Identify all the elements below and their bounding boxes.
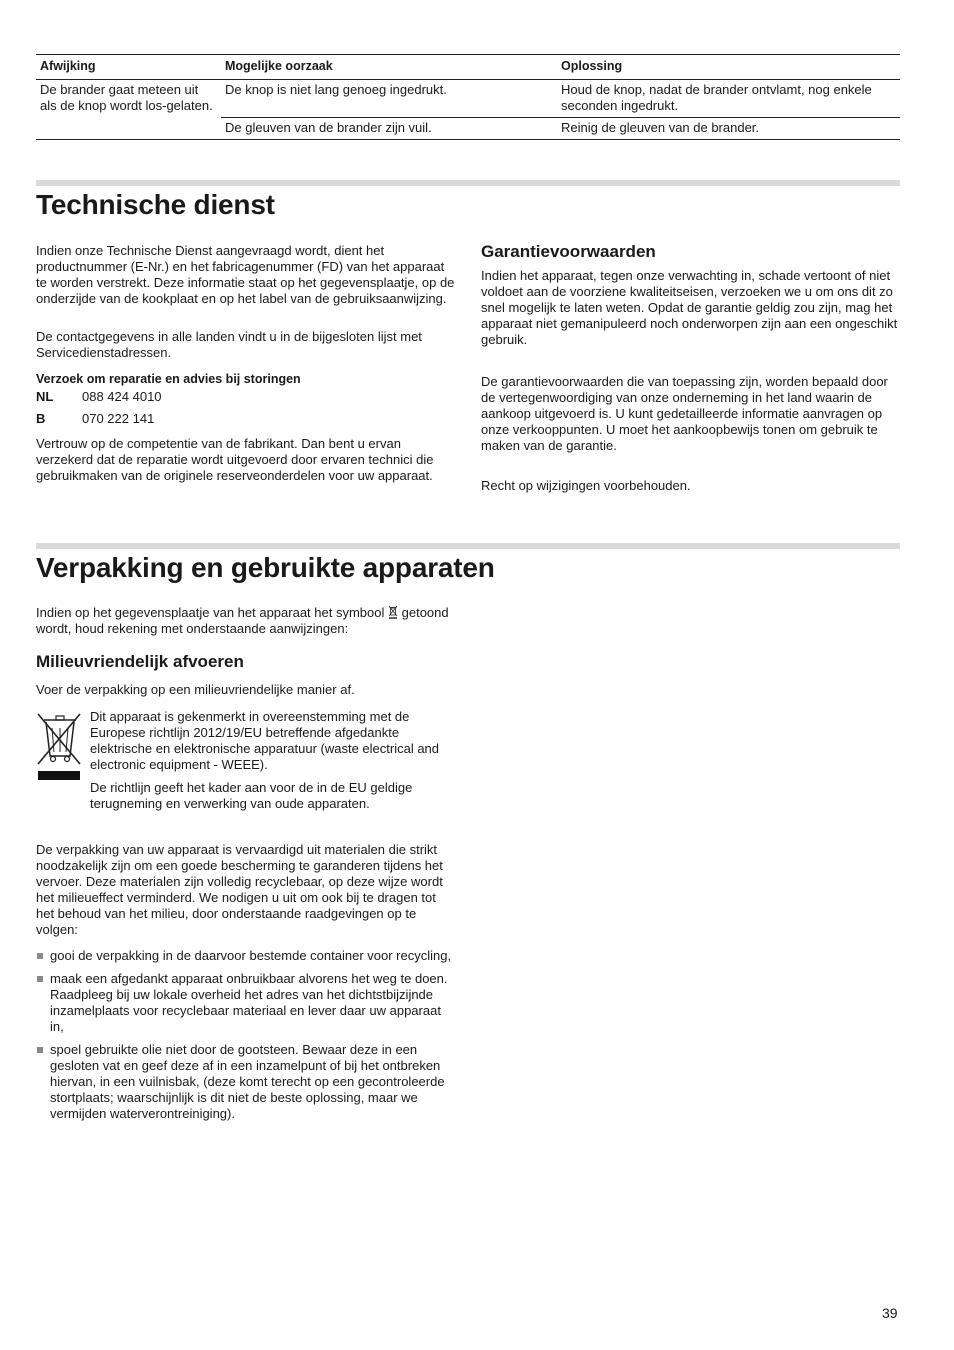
table-cell-deviation: De brander gaat meteen uit als de knop wordt los-gelaten. [36, 80, 221, 140]
list-item [36, 948, 456, 964]
table-cell-cause: De knop is niet lang genoeg ingedrukt. [221, 80, 557, 118]
service-paragraph-1: Indien onze Technische Dienst aangevraagd wordt, dient het productnummer (E-Nr.) en het fabricagenummer (FD) van het apparaat te worden verstrekt. Deze informatie staat op het gegevensplaatje, op de onderzijde van de kookplaat en op het label van de gebruiksaanwijzing. [36, 243, 455, 306]
section-title-technische-dienst: Technische dienst [36, 189, 275, 220]
list-item [36, 971, 456, 1035]
warranty-paragraph-3: Recht op wijzigingen voorbehouden. [481, 478, 691, 493]
table-cell-solution: Reinig de gleuven van de brander. [557, 118, 900, 140]
section-divider [36, 543, 900, 549]
packaging-intro-end: getoond wordt, houd rekening met onderstaande aanwijzingen: [36, 605, 449, 636]
column-header-oplossing: Oplossing [557, 55, 900, 80]
packaging-intro [36, 605, 456, 637]
packaging-paragraph-1: Voer de verpakking op een milieuvriendelijke manier af. [36, 682, 355, 697]
country-code: B [36, 411, 46, 426]
bullet-marker [37, 976, 43, 982]
weee-bin-icon [388, 605, 398, 619]
service-paragraph-2: De contactgegevens in alle landen vindt u in de bijgesloten lijst met Servicedienstadressen. [36, 329, 422, 360]
table-cell-solution: Houd de knop, nadat de brander ontvlamt, nog enkele seconden ingedrukt. [557, 80, 900, 118]
table-cell-cause: De gleuven van de brander zijn vuil. [221, 118, 557, 140]
phone-row-b [36, 411, 154, 427]
table-row [36, 80, 900, 118]
repair-request-label: Verzoek om reparatie en advies bij storingen [36, 372, 301, 386]
list-item [36, 1042, 456, 1122]
weee-crossed-bin-icon [36, 712, 82, 782]
phone-number: 070 222 141 [82, 411, 155, 426]
list-item-text: gooi de verpakking in de daarvoor bestemde container voor recycling, [50, 948, 452, 963]
packaging-paragraph-2: De verpakking van uw apparaat is vervaardigd uit materialen die strikt noodzakelijk zijn om een goede bescherming te garanderen tijdens het vervoer. Deze materialen zijn volledig recyclebaar, op deze wijze wordt het milieueffect verminderd. We nodigen u uit om ook bij te dragen tot het behoud van het milieu, door onderstaande raadgevingen op te volgen: [36, 842, 443, 937]
column-header-afwijking: Afwijking [36, 55, 221, 80]
page-number: 39 [882, 1305, 898, 1321]
bullet-marker [37, 953, 43, 959]
section-title-verpakking: Verpakking en gebruikte apparaten [36, 552, 495, 583]
section-divider [36, 180, 900, 186]
service-paragraph-3: Vertrouw op de competentie van de fabrikant. Dan bent u ervan verzekerd dat de reparatie wordt uitgevoerd door ervaren technici die gebruikmaken van de originele reserveonderdelen voor uw apparaat. [36, 436, 434, 483]
list-item-text: spoel gebruikte olie niet door de gootsteen. Bewaar deze in een gesloten vat en geef deze af in een inzamelpunt of bij het ontbreken hiervan, in een vuilnisbak, (deze komt terecht op een gecontroleerde stortplaats; waarschijnlijk is dit niet de beste oplossing, maar we vermijden waterverontreiniging). [50, 1042, 445, 1121]
section-title-milieu: Milieuvriendelijk afvoeren [36, 652, 244, 671]
recycling-tips-list [36, 948, 456, 1129]
phone-number: 088 424 4010 [82, 389, 162, 404]
warranty-paragraph-2: De garantievoorwaarden die van toepassing zijn, worden bepaald door de vertegenwoordiging van onze onderneming in het land waarin de aankoop uitgevoerd is. U kunt gedetailleerde informatie aanvragen op onze verkooppunten. U moet het aankoopbewijs tonen om gebruik te maken van de garantie. [481, 374, 888, 453]
column-header-oorzaak: Mogelijke oorzaak [221, 55, 557, 80]
phone-row-nl [36, 389, 162, 405]
packaging-intro-start: Indien op het gegevensplaatje van het apparaat het symbool [36, 605, 385, 620]
warranty-paragraph-1: Indien het apparaat, tegen onze verwachting in, schade vertoont of niet voldoet aan de voorziene kwaliteitseisen, verzoeken we u om ons dit zo snel mogelijk te laten weten. Opdat de garantie geldig zou zijn, mag het apparaat niet gemanipuleerd noch onderworpen zijn aan een ongeschikt gebruik. [481, 268, 898, 347]
country-code: NL [36, 389, 54, 404]
bullet-marker [37, 1047, 43, 1053]
list-item-text: maak een afgedankt apparaat onbruikbaar alvorens het weg te doen. Raadpleeg bij uw lokale overheid het adres van het dichtstbijzijnde inzamelplaats voor recyclebaar materiaal en lever daar uw apparaat in, [50, 971, 448, 1034]
troubleshooting-table [36, 54, 900, 140]
weee-paragraph-2: De richtlijn geeft het kader aan voor de in de EU geldige terugneming en verwerking van oude apparaten. [90, 780, 413, 811]
weee-paragraph-1: Dit apparaat is gekenmerkt in overeenstemming met de Europese richtlijn 2012/19/EU betreffende afgedankte elektrische en elektronische apparatuur (waste electrical and electronic equipment - WEEE). [90, 709, 440, 772]
section-title-garantie: Garantievoorwaarden [481, 242, 656, 261]
